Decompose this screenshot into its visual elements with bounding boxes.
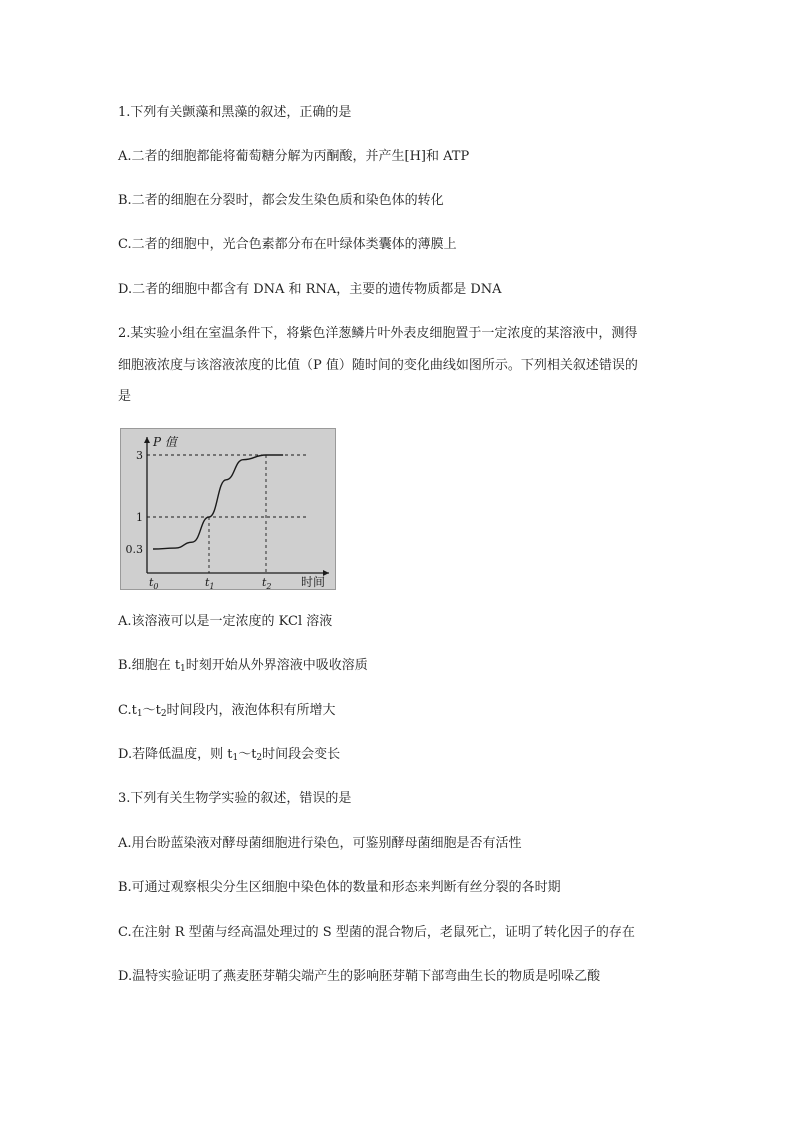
- x-tick-base-1: t: [205, 576, 210, 589]
- q2-option-d-pre: D.若降低温度，则 t: [118, 747, 233, 762]
- y-tick-label-0: 0.3: [125, 543, 143, 556]
- q2-option-d-post: 时间段会变长: [262, 747, 341, 762]
- q2-option-b-sub: 1: [180, 664, 186, 674]
- q2-stem-line3: 是: [118, 389, 132, 404]
- q3-option-c: C.在注射 R 型菌与经高温处理过的 S 型菌的混合物后，老鼠死亡，证明了转化因子的存在: [118, 925, 635, 940]
- q2-option-d: [118, 746, 340, 767]
- x-tick-label-1: [205, 576, 215, 589]
- x-axis-label: 时间: [300, 575, 325, 589]
- q2-option-c-pre: C.t: [118, 703, 137, 718]
- q1-option-b: B.二者的细胞在分裂时，都会发生染色质和染色体的转化: [118, 193, 444, 208]
- q2-option-d-sub1: 1: [232, 753, 239, 763]
- p-value-chart-svg: [121, 429, 335, 589]
- q2-option-c-sub2: 2: [160, 709, 167, 719]
- q3-option-d: D.温特实验证明了燕麦胚芽鞘尖端产生的影响胚芽鞘下部弯曲生长的物质是吲哚乙酸: [118, 969, 601, 984]
- x-tick-base-0: t: [149, 576, 154, 589]
- y-tick-label-2: 3: [136, 449, 143, 462]
- x-tick-sub-2: 2: [266, 582, 272, 589]
- q2-option-b: [118, 657, 368, 678]
- q2-option-d-sub2: 2: [256, 753, 263, 763]
- series-line-0: [153, 455, 283, 549]
- q2-option-c-mid: ～t: [142, 703, 161, 718]
- q3-stem: 3.下列有关生物学实验的叙述，错误的是: [118, 791, 352, 806]
- q3-option-b: B.可通过观察根尖分生区细胞中染色体的数量和形态来判断有丝分裂的各时期: [118, 880, 561, 895]
- q2-option-c-sub1: 1: [136, 709, 143, 719]
- y-tick-label-1: 1: [136, 511, 143, 524]
- q2-option-c-post: 时间段内，液泡体积有所增大: [166, 703, 336, 718]
- q2-stem-line1: 2.某实验小组在室温条件下，将紫色洋葱鳞片叶外表皮细胞置于一定浓度的某溶液中，测得: [118, 326, 638, 341]
- q1-option-d: D.二者的细胞中都含有 DNA 和 RNA，主要的遗传物质都是 DNA: [118, 282, 502, 297]
- q1-stem: 1.下列有关颤藻和黑藻的叙述，正确的是: [118, 105, 352, 120]
- q2-option-a: A.该溶液可以是一定浓度的 KCl 溶液: [118, 614, 333, 629]
- q2-option-d-mid: ～t: [238, 747, 257, 762]
- y-axis-arrow: [144, 437, 150, 443]
- x-tick-base-2: t: [262, 576, 267, 589]
- p-value-chart: [120, 428, 336, 590]
- q2-option-b-pre: B.细胞在 t: [118, 658, 181, 673]
- x-tick-sub-0: 0: [153, 582, 159, 589]
- q2-option-c: [118, 702, 336, 723]
- q1-option-c: C.二者的细胞中，光合色素都分布在叶绿体类囊体的薄膜上: [118, 237, 457, 252]
- x-tick-label-2: [262, 576, 272, 589]
- q2-stem-line2: 细胞液浓度与该溶液浓度的比值（P 值）随时间的变化曲线如图所示。下列相关叙述错误的: [118, 358, 638, 373]
- q3-option-a: A.用台盼蓝染液对酵母菌细胞进行染色，可鉴别酵母菌细胞是否有活性: [118, 836, 522, 851]
- x-tick-sub-1: 1: [209, 582, 215, 589]
- q1-option-a: A.二者的细胞都能将葡萄糖分解为丙酮酸，并产生[H]和 ATP: [118, 149, 470, 164]
- y-axis-label: P 值: [153, 435, 177, 449]
- q2-option-b-post: 时刻开始从外界溶液中吸收溶质: [185, 658, 368, 673]
- x-tick-label-0: [149, 576, 159, 589]
